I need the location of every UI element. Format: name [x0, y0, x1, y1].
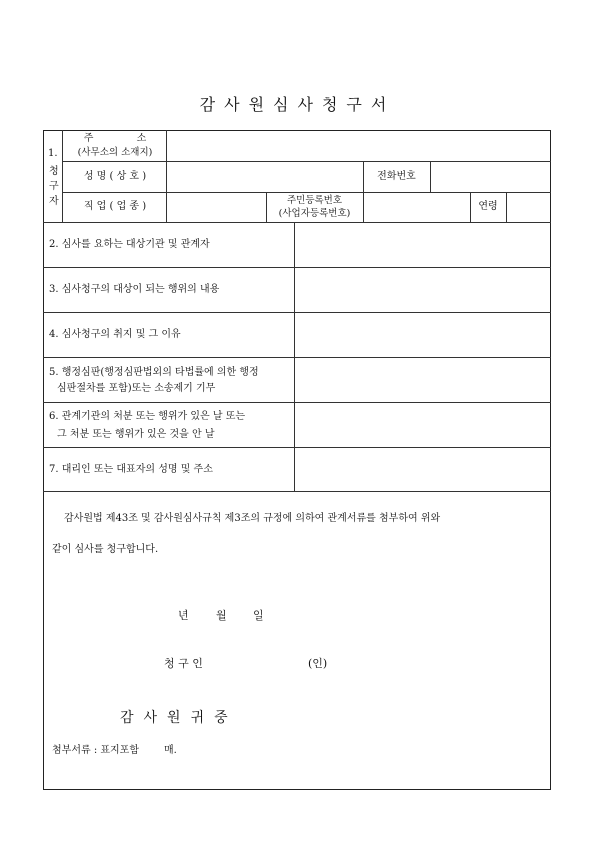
id-label: 주민등록번호: [286, 195, 343, 206]
job-label: 직 업 ( 업 종 ): [83, 201, 147, 212]
row-divider: [43, 267, 551, 268]
row-divider: [43, 222, 551, 223]
address-label: 주 소: [83, 133, 147, 144]
item-act-content-field[interactable]: [296, 269, 549, 310]
age-field[interactable]: [508, 194, 549, 220]
claimant-label: 청구자: [49, 166, 59, 207]
item-act-content: 3. 심사청구의 대상이 되는 행위의 내용: [49, 284, 220, 295]
item-agent-representative: 7. 대리인 또는 대표자의 성명 및 주소: [49, 464, 213, 475]
row-divider: [62, 192, 551, 193]
item-target-agency-field[interactable]: [296, 224, 549, 265]
row-divider: [43, 491, 551, 492]
item-action-date-field[interactable]: [296, 404, 549, 445]
item-action-date-cont: 그 처분 또는 행위가 있은 것을 안 날: [57, 429, 215, 440]
row-divider: [43, 357, 551, 358]
age-label: 연령: [478, 201, 498, 212]
phone-label: 전화번호: [377, 171, 416, 182]
column-divider: [430, 161, 431, 192]
row-divider: [43, 402, 551, 403]
attachment-label: 첨부서류 : 표지포함: [52, 745, 140, 756]
section-number: 1.: [48, 148, 58, 159]
item-agent-representative-field[interactable]: [296, 449, 549, 489]
attachment-unit: 매.: [164, 745, 177, 756]
item-administrative-trial-field[interactable]: [296, 359, 549, 400]
address-sublabel: (사무소의 소재지): [77, 147, 153, 158]
row-divider: [43, 447, 551, 448]
name-label: 성 명 ( 상 호 ): [83, 171, 147, 182]
item-purpose-reason-field[interactable]: [296, 314, 549, 355]
item-action-date: 6. 관계기관의 처분 또는 행위가 있은 날 또는: [49, 411, 246, 422]
column-divider: [294, 222, 295, 491]
phone-field[interactable]: [432, 163, 549, 190]
job-field[interactable]: [168, 194, 264, 220]
item-administrative-trial: 5. 행정심판(행정심판법외의 타법률에 의한 행정: [49, 367, 259, 378]
id-sublabel: (사업자등록번호): [278, 208, 351, 219]
claimant-signature-label: 청 구 인: [164, 657, 203, 670]
seal-mark: (인): [308, 657, 328, 670]
column-divider: [506, 192, 507, 222]
date-year-label: 년: [178, 609, 189, 622]
row-divider: [43, 312, 551, 313]
document-title: 감사원심사청구서: [199, 95, 396, 114]
item-purpose-reason: 4. 심사청구의 취지 및 그 이유: [49, 329, 181, 340]
name-field[interactable]: [168, 163, 361, 190]
item-administrative-trial-cont: 심판절차를 포함)또는 소송제기 기무: [57, 383, 216, 394]
statement-text-cont: 같이 심사를 청구합니다.: [52, 544, 159, 555]
date-day-label: 일: [253, 609, 264, 622]
column-divider: [62, 130, 63, 222]
recipient-label: 감사원귀중: [120, 710, 238, 726]
date-month-label: 월: [216, 609, 227, 622]
item-target-agency: 2. 심사를 요하는 대상기관 및 관계자: [49, 239, 210, 250]
id-field[interactable]: [365, 194, 468, 220]
statement-text: 감사원법 제43조 및 감사원심사규칙 제3조의 규정에 의하여 관계서류를 첨부하여 위와: [64, 513, 441, 524]
address-field[interactable]: [166, 133, 551, 161]
row-divider: [62, 161, 551, 162]
